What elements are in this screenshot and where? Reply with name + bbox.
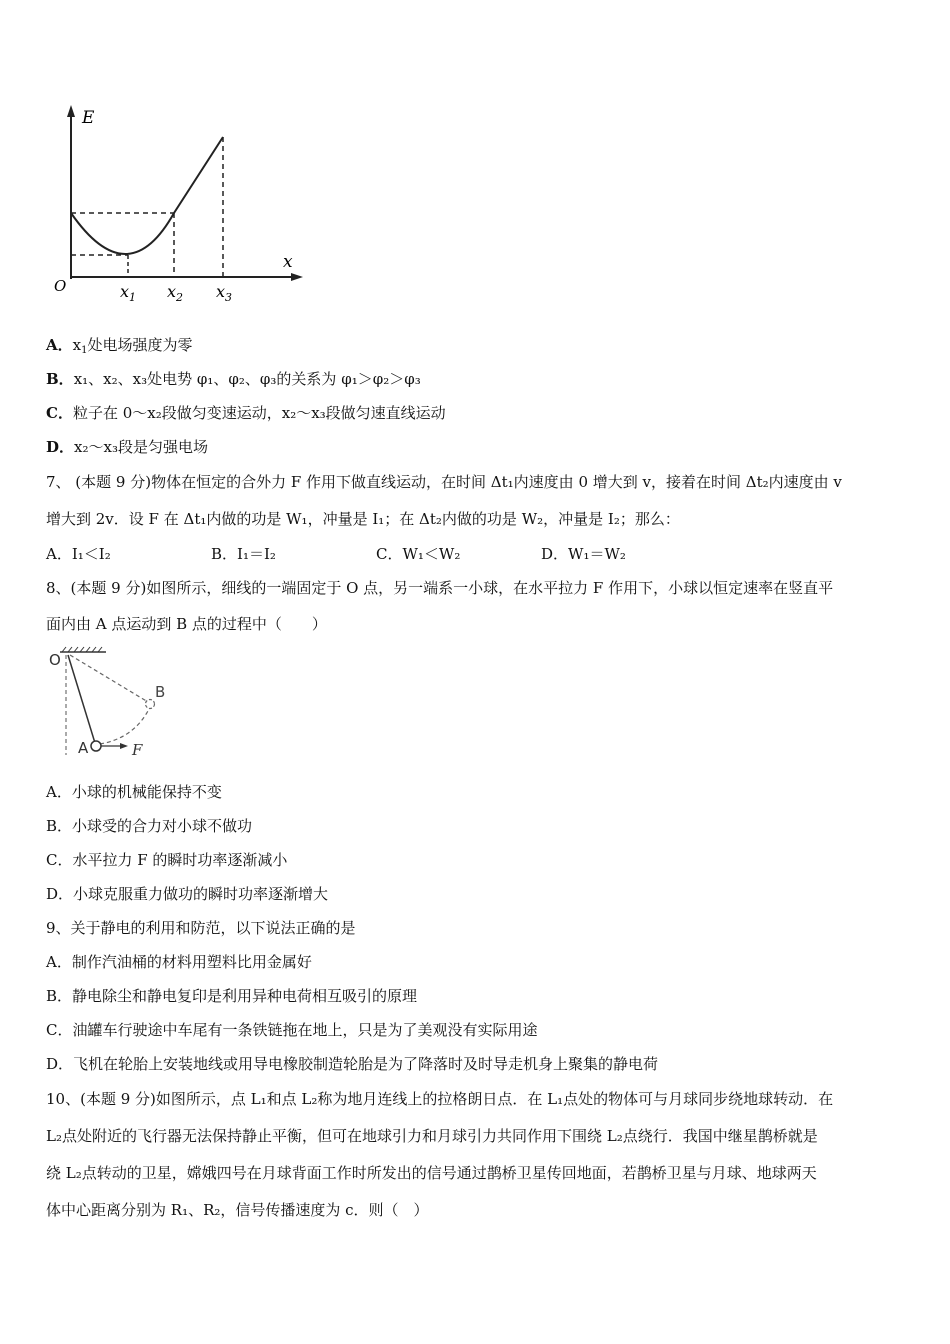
q8-option-d: D．小球克服重力做功的瞬时功率逐渐增大: [46, 885, 329, 903]
q10-stem-line4: 体中心距离分别为 R₁、R₂，信号传播速度为 c．则（ ）: [46, 1201, 429, 1219]
q10-stem-line2: L₂点处附近的飞行器无法保持静止平衡，但可在地球引力和月球引力共同作用下围绕 L₂点绕行．我国中继星鹊桥就是: [46, 1127, 818, 1145]
q9-option-c: C．油罐车行驶途中车尾有一条铁链拖在地上，只是为了美观没有实际用途: [46, 1021, 538, 1039]
q8-option-b: B．小球受的合力对小球不做功: [46, 817, 253, 835]
q8-option-c: C．水平拉力 F 的瞬时功率逐渐减小: [46, 851, 288, 869]
q6-option-b-prefix: B．: [46, 370, 74, 388]
arc-ab: [100, 707, 150, 744]
label-B: B: [155, 683, 166, 701]
label-x3: $x_3$: [216, 282, 233, 304]
q6-option-b: [46, 369, 421, 389]
q6-option-a-text: 处电场强度为零: [87, 336, 193, 354]
q10-stem-line3: 绕 L₂点转动的卫星，嫦娥四号在月球背面工作时所发出的信号通过鹊桥卫星传回地面，若鹊桥卫星与月球、地球两天: [46, 1164, 817, 1182]
q7-option-b: B．I₁＝I₂: [211, 545, 276, 563]
q6-option-a: [46, 335, 193, 355]
q7-stem-line1: 7、 (本题 9 分)物体在恒定的合外力 F 作用下做直线运动，在时间 Δt₁内速度由 0 增大到 v，接着在时间 Δt₂内速度由 v: [46, 473, 842, 491]
q9-option-b: B．静电除尘和静电复印是利用异种电荷相互吸引的原理: [46, 987, 418, 1005]
q6-option-a-x: x: [72, 336, 82, 354]
q10-stem-line1: 10、(本题 9 分)如图所示，点 L₁和点 L₂称为地月连线上的拉格朗日点．在 L₁点处的物体可与月球同步绕地球转动．在: [46, 1090, 834, 1108]
string-ob: [70, 655, 148, 702]
q9-option-d: D．飞机在轮胎上安装地线或用导电橡胶制造轮胎是为了降落时及时导走机身上聚集的静电荷: [46, 1055, 659, 1073]
q6-option-c: [46, 403, 446, 423]
e-curve: [71, 137, 223, 254]
ball-a: [91, 741, 101, 751]
q7-stem-line2: 增大到 2v．设 F 在 Δt₁内做的功是 W₁，冲量是 I₁；在 Δt₂内做的功是 W₂，冲量是 I₂；那么：: [46, 510, 680, 528]
label-x1: $x_1$: [120, 282, 137, 304]
label-F: F: [132, 741, 143, 759]
q7-option-a: A．I₁＜I₂: [46, 545, 111, 563]
label-E: E: [82, 108, 95, 128]
e-x-graph: [40, 95, 320, 310]
q8-stem-line2: 面内由 A 点运动到 B 点的过程中（ ）: [46, 615, 327, 633]
q6-option-d-text: x₂～x₃段是匀强电场: [74, 438, 208, 456]
q8-option-a: A．小球的机械能保持不变: [46, 783, 222, 801]
q9-option-a: A．制作汽油桶的材料用塑料比用金属好: [46, 953, 312, 971]
label-O: O: [54, 277, 67, 295]
force-arrowhead: [120, 743, 128, 749]
q8-stem-line1: 8、(本题 9 分)如图所示，细线的一端固定于 O 点，另一端系一小球，在水平拉力 F 作用下，小球以恒定速率在竖直平: [46, 579, 834, 597]
q6-option-d: [46, 437, 208, 457]
label-A: A: [78, 739, 89, 757]
q6-option-c-prefix: C．: [46, 404, 73, 422]
q6-option-b-text: x₁、x₂、x₃处电势 φ₁、φ₂、φ₃的关系为 φ₁＞φ₂＞φ₃: [73, 370, 421, 388]
label-x: x: [283, 252, 293, 272]
x-axis-arrow: [291, 273, 303, 281]
q6-option-d-prefix: D．: [46, 438, 75, 456]
q9-stem: 9、关于静电的利用和防范，以下说法正确的是: [46, 919, 356, 937]
q7-option-c: C．W₁＜W₂: [376, 545, 461, 563]
q6-option-a-prefix: A．: [46, 336, 73, 354]
pendulum-figure: [40, 643, 180, 768]
q6-option-c-text: 粒子在 0～x₂段做匀变速运动，x₂～x₃段做匀速直线运动: [72, 404, 446, 422]
label-O: O: [49, 651, 61, 669]
ball-b: [146, 700, 155, 709]
y-axis-arrow: [67, 105, 75, 117]
q6-option-a-sub: 1: [81, 345, 88, 356]
q7-option-d: D．W₁＝W₂: [541, 545, 626, 563]
label-x2: $x_2$: [167, 282, 184, 304]
